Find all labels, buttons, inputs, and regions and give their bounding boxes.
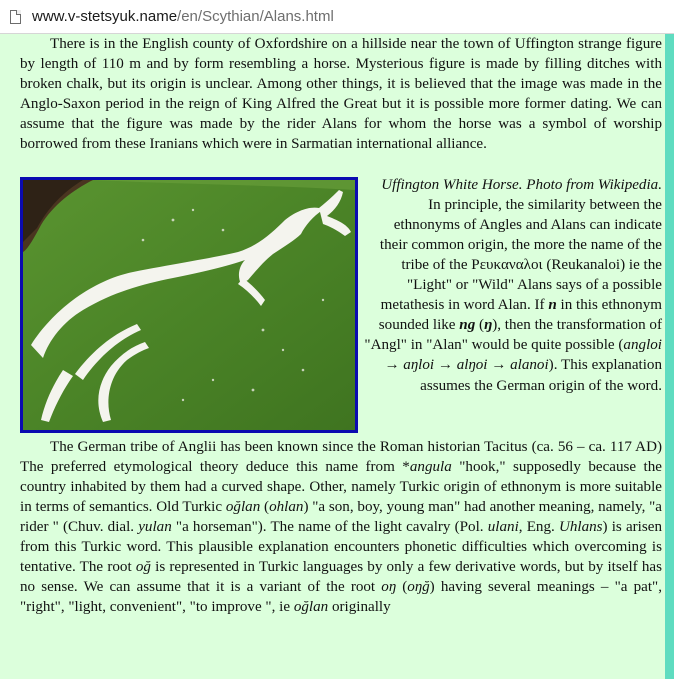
paragraph-ethnonyms: In principle, the similarity between the ethnonyms of Angles and Alans can indicate their common origin, the more the name of the tribe of the Ρευκαναλοι (Reukanaloi) ie the "Light" or "Wild" Alans says of a possible metathesis in word Alan. If n in this ethnonym sounded like ng (ŋ), then the transformation of "Angl" in "Alan" would be quite possible (angloi → aŋloi → alŋoi → alanoi). This explanation assumes the German origin of the word. <box>364 196 662 394</box>
paragraph-anglii: The German tribe of Anglii has been known since the Roman historian Tacitus (ca. 56 – ca. 117 AD) The preferred etymological theory deduce this name from *angula "hook," supposedly because the country inhabited by them had a curved shape. Other, namely Turkic origin of ethnonym is more suitable in terms of semantics. Old Turkic oğlan (ohlan) "a son, boy, young man" had another meaning, namely, "a rider " (Chuv. dial. yulan "a horseman"). The name of the light cavalry (Pol. ulani, Eng. Uhlans) is arisen from this Turkic word. This plausible explanation encounters phonetic difficulties which overcoming is tentative. The root oğ is represented in Turkic languages by only a few derivative words, but by itself has no sense. We can assume that it is a variant of the root oŋ (oŋğ) having several meanings – "a pat", "right", "light, convenient", "to improve ", ie oğlan originally <box>20 438 663 616</box>
url-host: www.v-stetsyuk.name <box>32 8 178 25</box>
scrollbar[interactable] <box>665 34 674 679</box>
url-text[interactable] <box>32 8 334 25</box>
url-path: /en/Scythian/Alans.html <box>177 8 334 25</box>
page-icon <box>9 9 23 25</box>
paragraph-intro: There is in the English county of Oxfordshire on a hillside near the town of Uffington strange figure by length of 110 m and by form resembling a horse. Mysterious figure is made by filling ditches with broken chalk, but its origin is unclear. Among other things, it is believed that the image was made in the Anglo-Saxon period in the reign of King Alfred the Great but it is possible more former dating. We can assume that the figure was made by the rider Alans for whom the horse was a symbol of worship borrowed from these Iranians which were in Sarmatian international alliance. <box>20 36 662 153</box>
uffington-horse-photo[interactable] <box>20 177 358 433</box>
image-caption: Uffington White Horse. Photo from Wikipedia. <box>381 176 662 193</box>
address-bar[interactable] <box>0 0 674 34</box>
uffington-horse-image <box>23 180 355 430</box>
article-content <box>20 34 662 617</box>
